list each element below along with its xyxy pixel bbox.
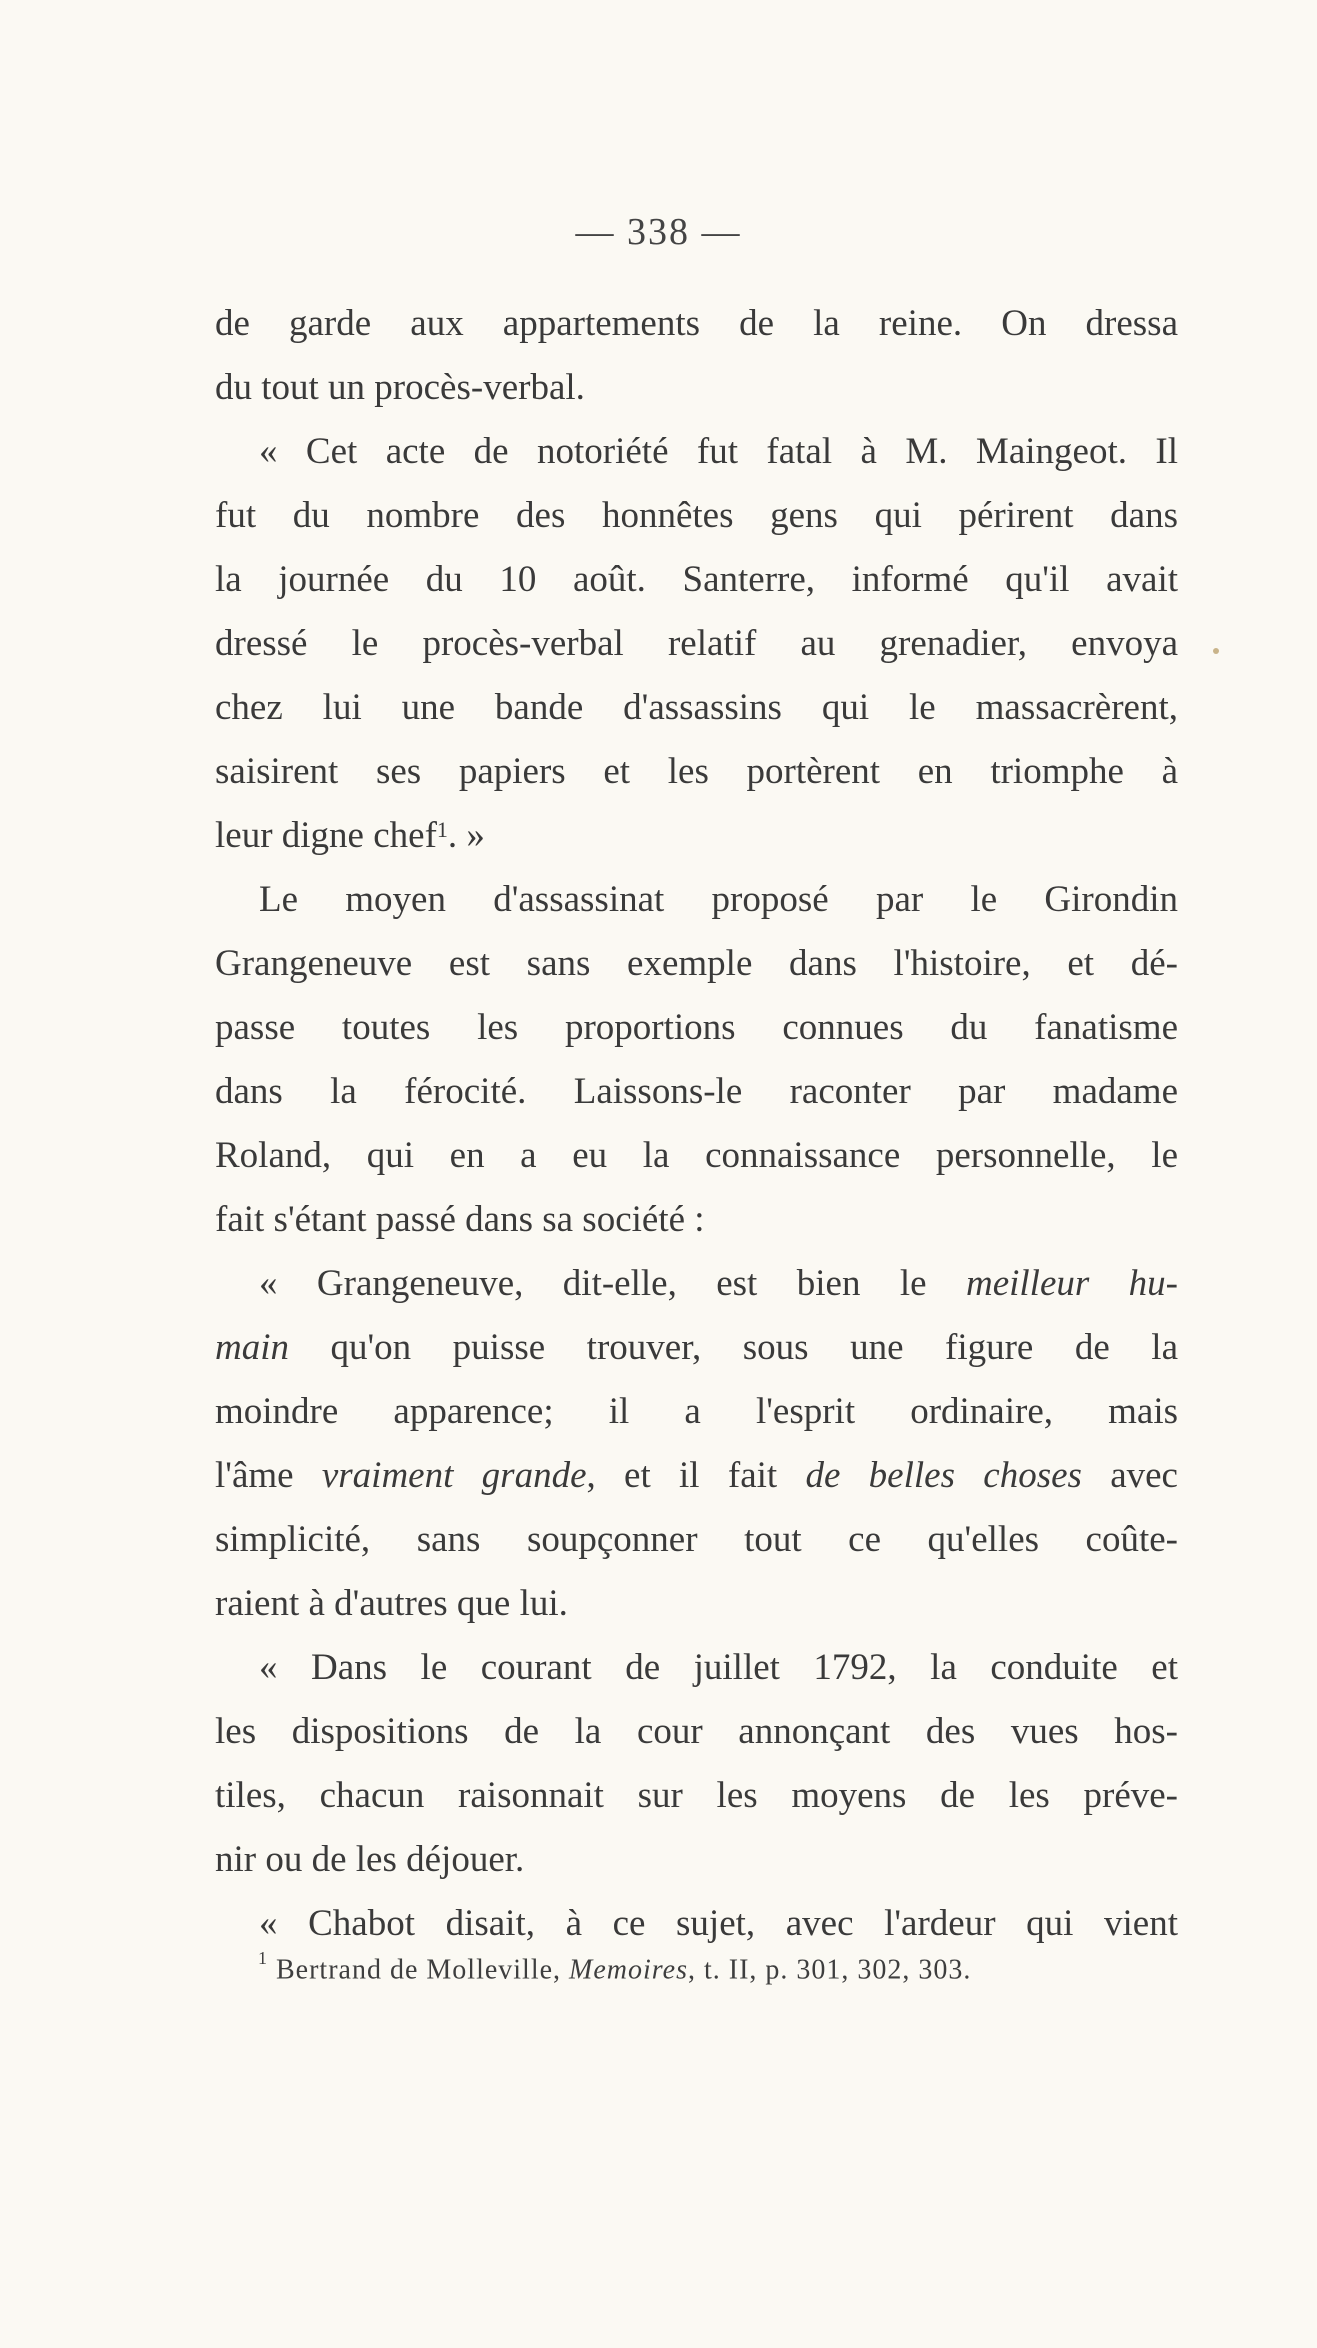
text-line <box>215 356 1178 420</box>
footnote <box>258 1948 1178 1986</box>
text-span: passe toutes les proportions connues du fanatisme <box>215 1007 1178 1048</box>
text-line <box>215 1508 1178 1572</box>
footnote-reference-mark: 1 <box>436 817 448 842</box>
footnote-reference: , t. II, p. 301, 302, 303. <box>687 1954 972 1986</box>
text-span: l'âme <box>215 1455 322 1496</box>
text-line <box>215 1316 1178 1380</box>
text-line <box>215 996 1178 1060</box>
text-line <box>215 292 1178 356</box>
text-span: dressé le procès-verbal relatif au grenadier, envoya <box>215 623 1178 664</box>
italic-span: de belles choses <box>805 1455 1082 1496</box>
text-line <box>215 484 1178 548</box>
text-line <box>215 420 1178 484</box>
text-line <box>215 1060 1178 1124</box>
footnote-title: Memoires <box>569 1954 688 1986</box>
text-span: chez lui une bande d'assassins qui le massacrèrent, <box>215 687 1178 728</box>
text-span: « Cet acte de notoriété fut fatal à M. Maingeot. Il <box>259 431 1178 472</box>
text-span: Roland, qui en a eu la connaissance personnelle, le <box>215 1135 1178 1176</box>
text-span: nir ou de les déjouer. <box>215 1839 525 1880</box>
text-span: qu'on puisse trouver, sous une figure de la <box>289 1327 1178 1368</box>
text-line <box>215 1252 1178 1316</box>
footnote-author: Bertrand de Molleville, <box>276 1954 570 1986</box>
text-line <box>215 548 1178 612</box>
text-line <box>215 804 1178 868</box>
paper-speck <box>1213 648 1219 654</box>
page-number: — 338 — <box>575 211 742 253</box>
text-span: raient à d'autres que lui. <box>215 1583 568 1624</box>
text-line <box>215 1892 1178 1956</box>
text-line <box>215 1636 1178 1700</box>
text-line <box>215 1828 1178 1892</box>
text-span: fait s'étant passé dans sa société : <box>215 1199 705 1240</box>
text-span: « Grangeneuve, dit-elle, est bien le <box>259 1263 966 1304</box>
text-span: Le moyen d'assassinat proposé par le Girondin <box>259 879 1178 920</box>
text-span: du tout un procès-verbal. <box>215 367 585 408</box>
text-span: moindre apparence; il a l'esprit ordinaire, mais <box>215 1391 1178 1432</box>
text-line <box>215 1764 1178 1828</box>
text-line <box>215 868 1178 932</box>
text-span: leur digne chef <box>215 815 437 856</box>
italic-span: main <box>215 1327 289 1368</box>
text-line <box>215 1572 1178 1636</box>
text-span: , et il fait <box>586 1455 806 1496</box>
footnote-marker: 1 <box>258 1948 268 1968</box>
body-text <box>215 292 1178 1956</box>
italic-span: meilleur hu- <box>965 1263 1178 1304</box>
text-span: la journée du 10 août. Santerre, informé qu'il avait <box>215 559 1178 600</box>
text-span: fut du nombre des honnêtes gens qui périrent dans <box>215 495 1178 536</box>
text-span: . » <box>447 815 485 856</box>
text-line <box>215 932 1178 996</box>
text-line <box>215 1124 1178 1188</box>
text-line <box>215 1188 1178 1252</box>
text-span: Grangeneuve est sans exemple dans l'histoire, et dé- <box>215 943 1178 984</box>
text-span: les dispositions de la cour annonçant des vues hos- <box>215 1711 1178 1752</box>
text-span: de garde aux appartements de la reine. On dressa <box>215 303 1178 344</box>
text-line <box>215 1444 1178 1508</box>
text-line <box>215 1700 1178 1764</box>
text-span: saisirent ses papiers et les portèrent en triomphe à <box>215 751 1178 792</box>
text-span: « Chabot disait, à ce sujet, avec l'ardeur qui vient <box>259 1903 1178 1944</box>
italic-span: vraiment grande <box>321 1455 587 1496</box>
text-span: « Dans le courant de juillet 1792, la conduite et <box>259 1647 1178 1688</box>
text-span: simplicité, sans soupçonner tout ce qu'elles coûte- <box>215 1519 1178 1560</box>
text-span: avec <box>1081 1455 1178 1496</box>
text-span: tiles, chacun raisonnait sur les moyens de les préve- <box>215 1775 1178 1816</box>
text-line <box>215 1380 1178 1444</box>
text-line <box>215 740 1178 804</box>
text-line <box>215 612 1178 676</box>
text-span: dans la férocité. Laissons-le raconter par madame <box>215 1071 1178 1112</box>
text-line <box>215 676 1178 740</box>
